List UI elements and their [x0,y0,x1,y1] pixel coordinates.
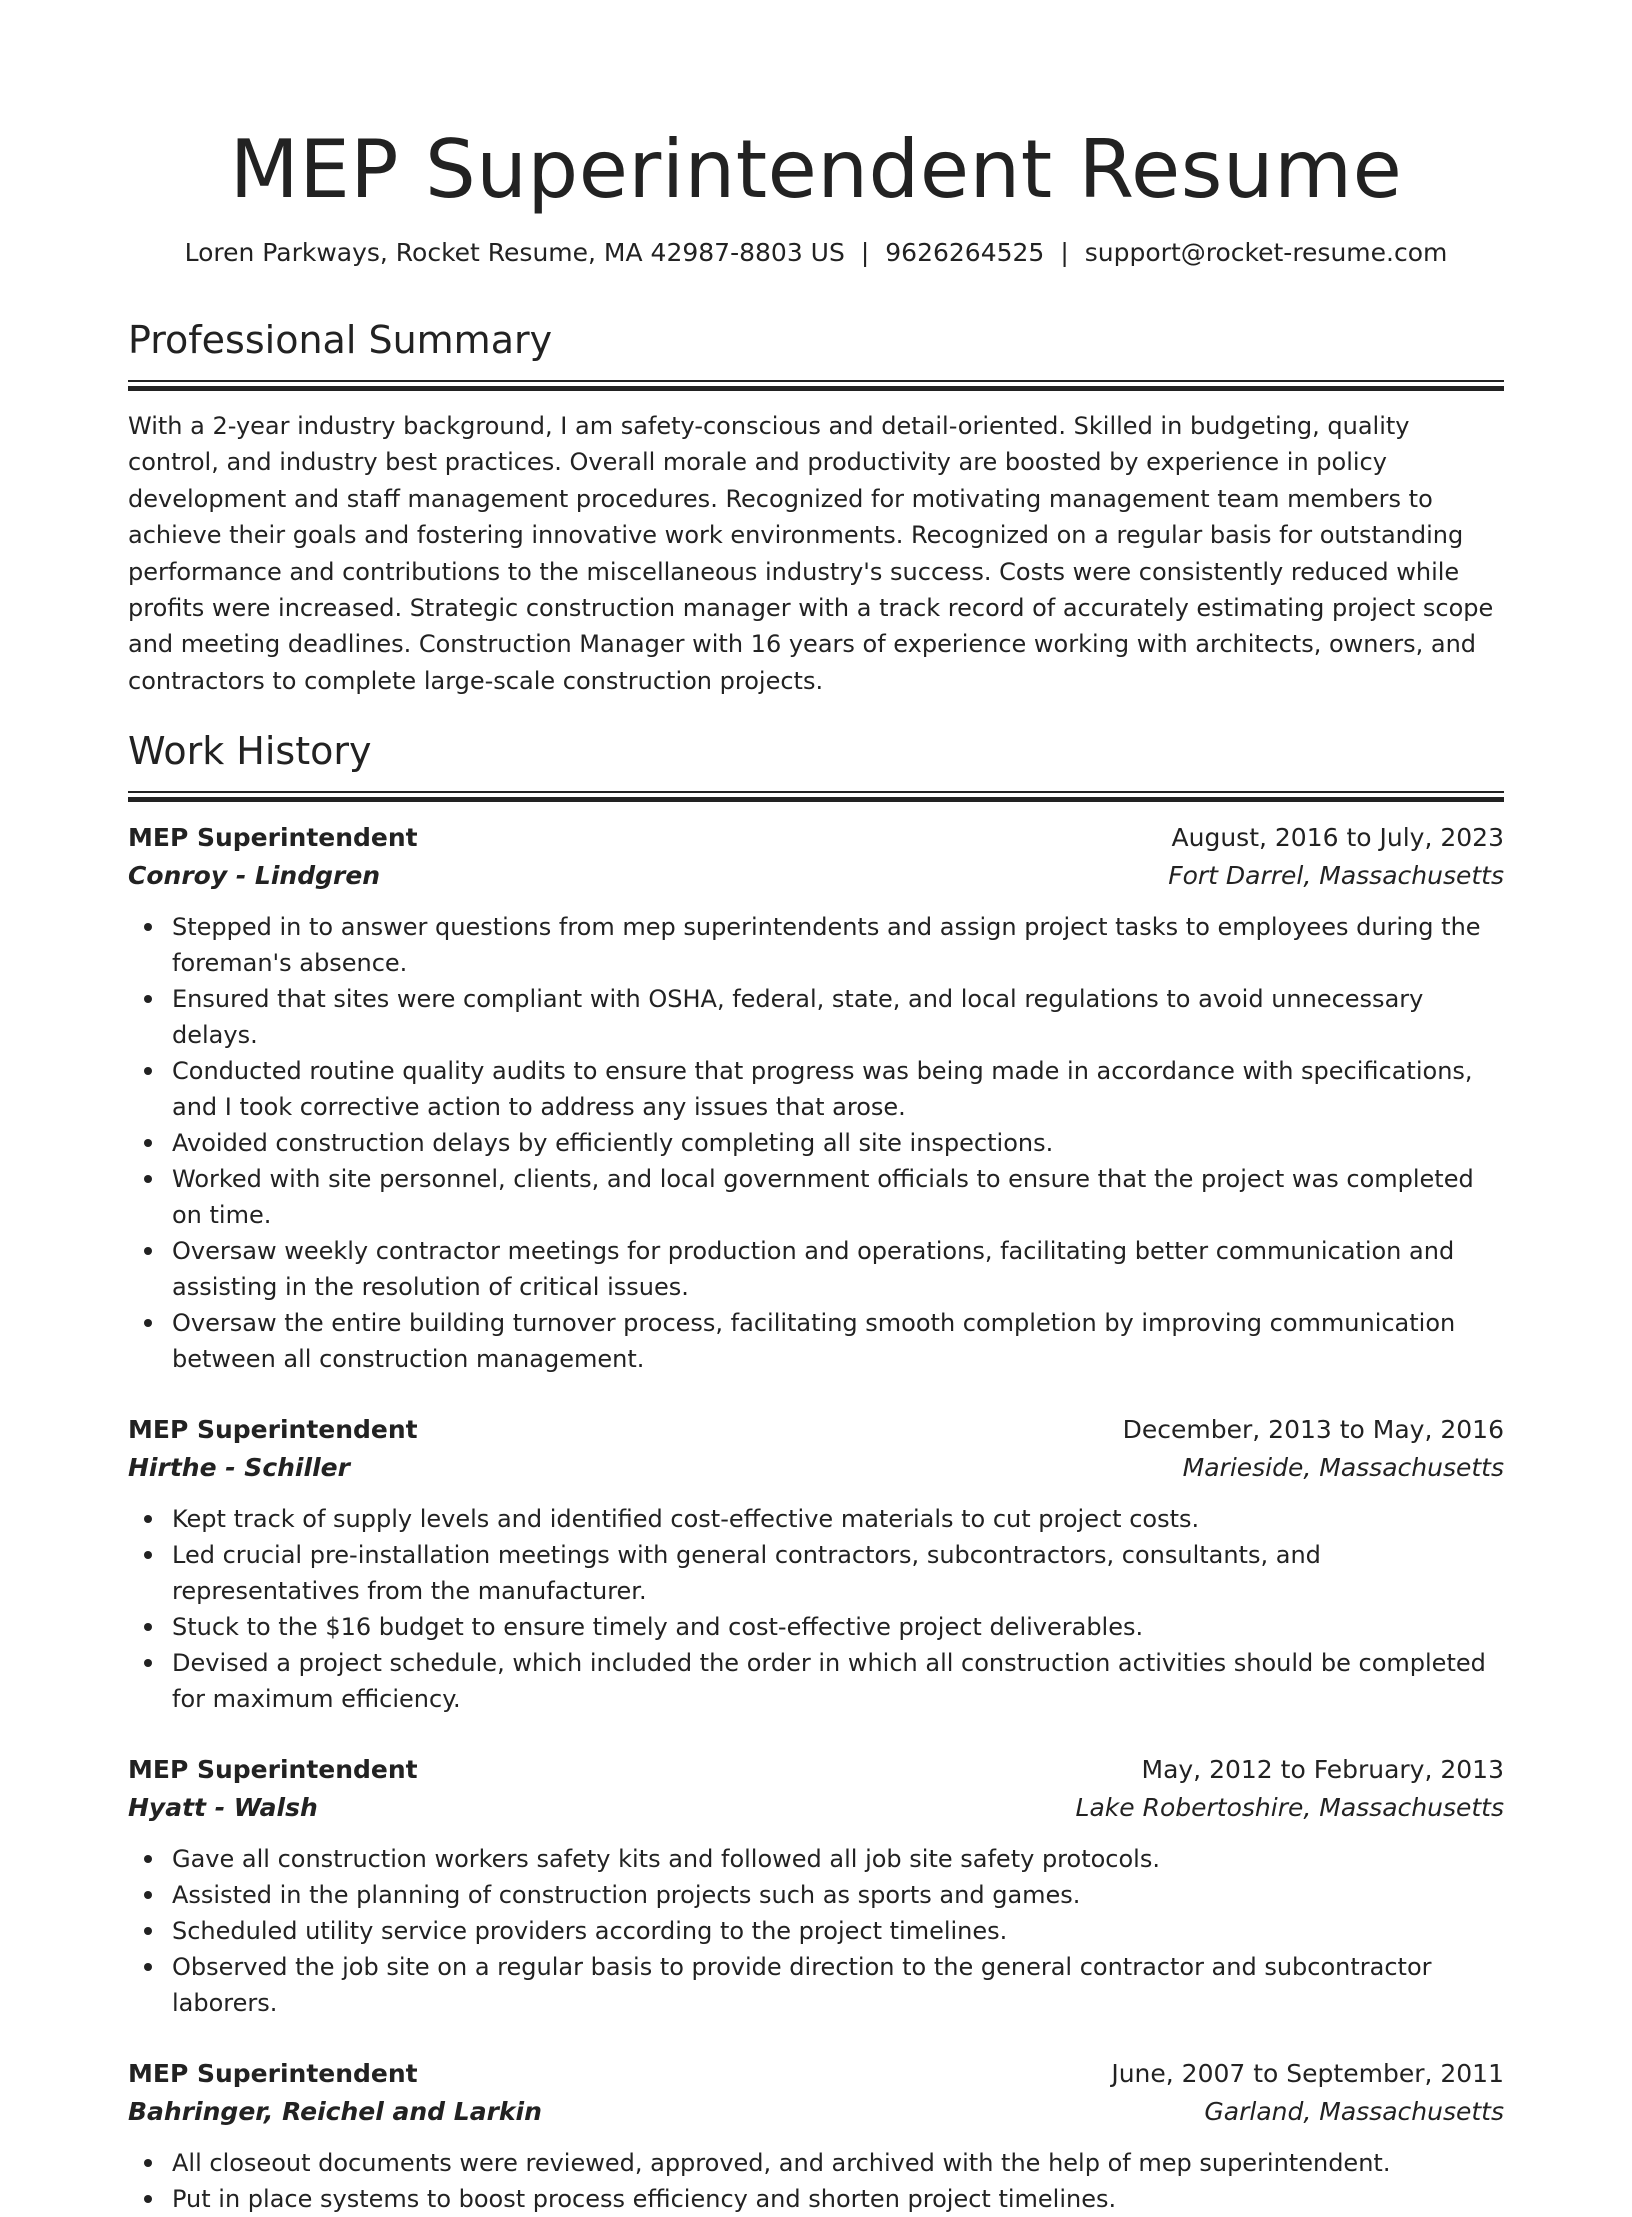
list-item [128,1913,1504,1949]
contact-email: support@rocket-resume.com [1084,238,1448,267]
bullet-icon [144,923,152,931]
bullet-icon [144,995,152,1003]
job-company-row [128,1449,1504,1487]
bullet-icon [144,1855,152,1863]
job-company-row [128,1789,1504,1827]
bullet-text: All closeout documents were reviewed, approved, and archived with the help of mep superintendent. [172,2149,1391,2178]
section-divider [128,791,1504,793]
bullet-icon [144,1623,152,1631]
bullet-text: Assisted in the planning of construction projects such as sports and games. [172,1881,1081,1910]
job-location: Garland, Massachusetts [1204,2097,1504,2127]
bullet-icon [144,1927,152,1935]
bullet-text: Avoided construction delays by efficiently completing all site inspections. [172,1129,1054,1158]
job-entry [128,1411,1504,1717]
list-item [128,1501,1504,1537]
bullet-icon [144,1067,152,1075]
bullet-text: Worked with site personnel, clients, and local government officials to ensure that the project was completed on time. [172,1165,1474,1230]
bullet-icon [144,1175,152,1183]
job-dates: May, 2012 to February, 2013 [1141,1755,1504,1785]
job-company: Conroy - Lindgren [128,861,381,891]
job-location: Marieside, Massachusetts [1182,1453,1504,1483]
bullet-icon [144,1659,152,1667]
bullet-icon [144,1551,152,1559]
job-company: Bahringer, Reichel and Larkin [128,2097,542,2127]
jobs-list [128,819,1504,2217]
job-entry [128,1751,1504,2021]
contact-separator: | [860,238,870,267]
list-item [128,1233,1504,1305]
bullet-text: Scheduled utility service providers according to the project timelines. [172,1917,1008,1946]
bullet-text: Led crucial pre-installation meetings with general contractors, subcontractors, consultants, and representatives from the manufacturer. [172,1541,1321,1606]
list-item [128,1841,1504,1877]
bullet-icon [144,2195,152,2203]
job-location: Fort Darrel, Massachusetts [1168,861,1504,891]
bullet-icon [144,1247,152,1255]
contact-address: Loren Parkways, Rocket Resume, MA 42987-8803 US [184,238,845,267]
bullet-text: Kept track of supply levels and identified cost-effective materials to cut project costs. [172,1505,1200,1534]
bullet-icon [144,1963,152,1971]
bullet-icon [144,1319,152,1327]
contact-phone: 9626264525 [885,238,1045,267]
list-item [128,1949,1504,2021]
list-item [128,1537,1504,1609]
job-company-row [128,2093,1504,2131]
list-item [128,1877,1504,1913]
bullet-text: Put in place systems to boost process efficiency and shorten project timelines. [172,2185,1117,2214]
job-title: MEP Superintendent [128,1755,418,1785]
bullet-text: Devised a project schedule, which included the order in which all construction activities should be completed for maximum efficiency. [172,1649,1486,1714]
job-header-row [128,1411,1504,1449]
bullet-text: Stepped in to answer questions from mep superintendents and assign project tasks to employees during the foreman's absence. [172,913,1481,978]
list-item [128,1161,1504,1233]
job-header-row [128,819,1504,857]
bullet-icon [144,1891,152,1899]
job-company-row [128,857,1504,895]
section-heading-summary: Professional Summary [128,318,553,362]
job-dates: June, 2007 to September, 2011 [1111,2059,1504,2089]
job-bullet-list [128,1501,1504,1717]
list-item [128,1609,1504,1645]
job-title: MEP Superintendent [128,1415,418,1445]
list-item [128,981,1504,1053]
bullet-text: Stuck to the $16 budget to ensure timely and cost-effective project deliverables. [172,1613,1144,1642]
work-history-section [128,727,1504,2217]
bullet-icon [144,1139,152,1147]
summary-text: With a 2-year industry background, I am safety-conscious and detail-oriented. Skilled in budgeting, quality control, and industry best practices. Overall morale and productivity are boosted by experience in policy development and staff management procedures. Recognized for motivating management team members to achieve their goals and fostering innovative work environments. Recognized on a regular basis for outstanding performance and contributions to the miscellaneous industry's success. Costs were consistently reduced while profits were increased. Strategic construction manager with a track record of accurately estimating project scope and meeting deadlines. Construction Manager with 16 years of experience working with architects, owners, and contractors to complete large-scale construction projects. [128,412,1494,695]
job-entry [128,2055,1504,2217]
page-title: MEP Superintendent Resume [229,123,1403,216]
list-item [128,2181,1504,2217]
bullet-text: Oversaw weekly contractor meetings for production and operations, facilitating better communication and assisting in the resolution of critical issues. [172,1237,1455,1302]
bullet-icon [144,1515,152,1523]
bullet-text: Ensured that sites were compliant with OSHA, federal, state, and local regulations to avoid unnecessary delays. [172,985,1424,1050]
job-company: Hirthe - Schiller [128,1453,350,1483]
bullet-text: Gave all construction workers safety kits and followed all job site safety protocols. [172,1845,1160,1874]
bullet-text: Oversaw the entire building turnover process, facilitating smooth completion by improving communication between all construction management. [172,1309,1456,1374]
job-header-row [128,2055,1504,2093]
job-location: Lake Robertoshire, Massachusetts [1075,1793,1504,1823]
job-header-row [128,1751,1504,1789]
job-dates: August, 2016 to July, 2023 [1171,823,1504,853]
professional-summary-section [128,316,1504,699]
section-divider [128,380,1504,382]
section-heading-work: Work History [128,729,372,774]
bullet-text: Conducted routine quality audits to ensure that progress was being made in accordance with specifications, and I took corrective action to address any issues that arose. [172,1057,1473,1122]
job-company: Hyatt - Walsh [128,1793,318,1823]
bullet-icon [144,2159,152,2167]
job-bullet-list [128,2145,1504,2217]
contact-separator: | [1060,238,1069,267]
list-item [128,2145,1504,2181]
list-item [128,1305,1504,1377]
job-dates: December, 2013 to May, 2016 [1122,1415,1504,1445]
job-title: MEP Superintendent [128,823,418,853]
list-item [128,1125,1504,1161]
job-entry [128,819,1504,1377]
job-bullet-list [128,1841,1504,2021]
job-title: MEP Superintendent [128,2059,418,2089]
list-item [128,1053,1504,1125]
list-item [128,909,1504,981]
list-item [128,1645,1504,1717]
job-bullet-list [128,909,1504,1377]
contact-line [128,236,1504,270]
bullet-text: Observed the job site on a regular basis to provide direction to the general contractor and subcontractor laborers. [172,1953,1432,2018]
